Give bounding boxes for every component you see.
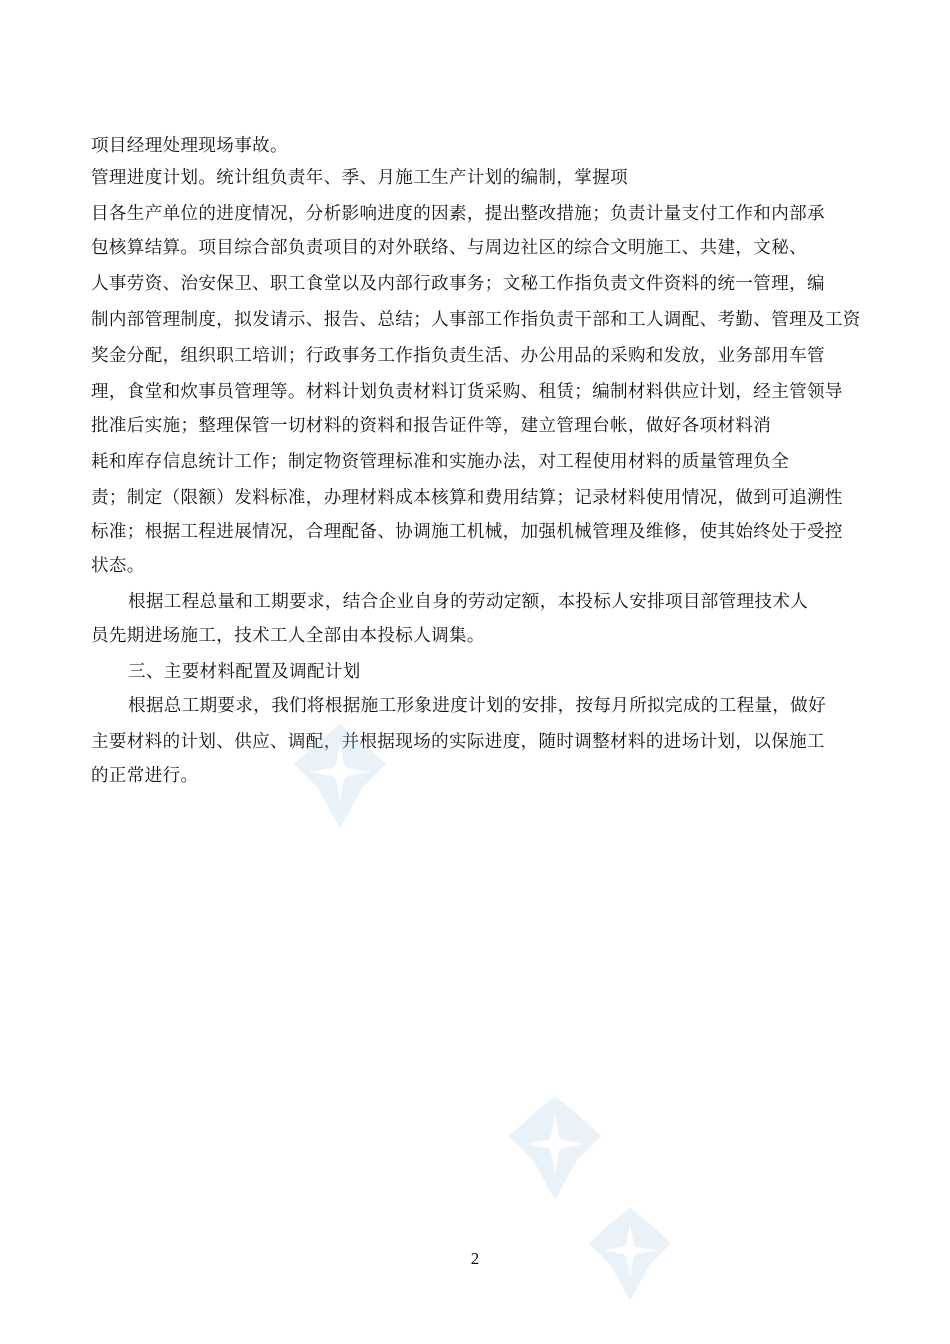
text-line: 主要材料的计划、供应、调配，并根据现场的实际进度，随时调整材料的进场计划，以保施工 (91, 732, 825, 752)
text-line: 管理进度计划。统计组负责年、季、月施工生产计划的编制，掌握项 (91, 168, 628, 188)
text-line: 员先期进场施工，技术工人全部由本投标人调集。 (91, 626, 485, 646)
text-line: 标准；根据工程进展情况，合理配备、协调施工机械，加强机械管理及维修，使其始终处于受控 (91, 522, 843, 542)
text-line: 项目经理处理现场事故。 (91, 136, 288, 156)
text-line: 奖金分配，组织职工培训；行政事务工作指负责生活、办公用品的采购和发放，业务部用车管 (91, 346, 825, 366)
text-line: 状态。 (91, 556, 145, 576)
text-line: 目各生产单位的进度情况，分析影响进度的因素，提出整改措施；负责计量支付工作和内部承 (91, 204, 825, 224)
text-line: 包核算结算。项目综合部负责项目的对外联络、与周边社区的综合文明施工、共建，文秘、 (91, 238, 807, 258)
text-line: 根据总工期要求，我们将根据施工形象进度计划的安排，按每月所拟完成的工程量，做好 (128, 696, 827, 716)
text-line: 耗和库存信息统计工作；制定物资管理标准和实施办法，对工程使用材料的质量管理负全 (91, 452, 790, 472)
page-number: 2 (470, 1249, 480, 1268)
text-line: 制内部管理制度，拟发请示、报告、总结；人事部工作指负责干部和工人调配、考勤、管理及工资 (91, 310, 861, 330)
section-heading: 三、主要材料配置及调配计划 (128, 662, 361, 682)
text-line: 批准后实施；整理保管一切材料的资料和报告证件等，建立管理台帐，做好各项材料消 (91, 416, 772, 436)
text-line: 根据工程总量和工期要求，结合企业自身的劳动定额，本投标人安排项目部管理技术人 (128, 592, 809, 612)
watermark-icon (290, 720, 390, 832)
text-line: 理，食堂和炊事员管理等。材料计划负责材料订货采购、租赁；编制材料供应计划，经主管领导 (91, 382, 843, 402)
text-line: 的正常进行。 (91, 766, 199, 786)
text-line: 责；制定（限额）发料标准，办理材料成本核算和费用结算；记录材料使用情况，做到可追溯性 (91, 488, 843, 508)
watermark-icon (505, 1092, 605, 1204)
text-line: 人事劳资、治安保卫、职工食堂以及内部行政事务；文秘工作指负责文件资料的统一管理，编 (91, 274, 825, 294)
